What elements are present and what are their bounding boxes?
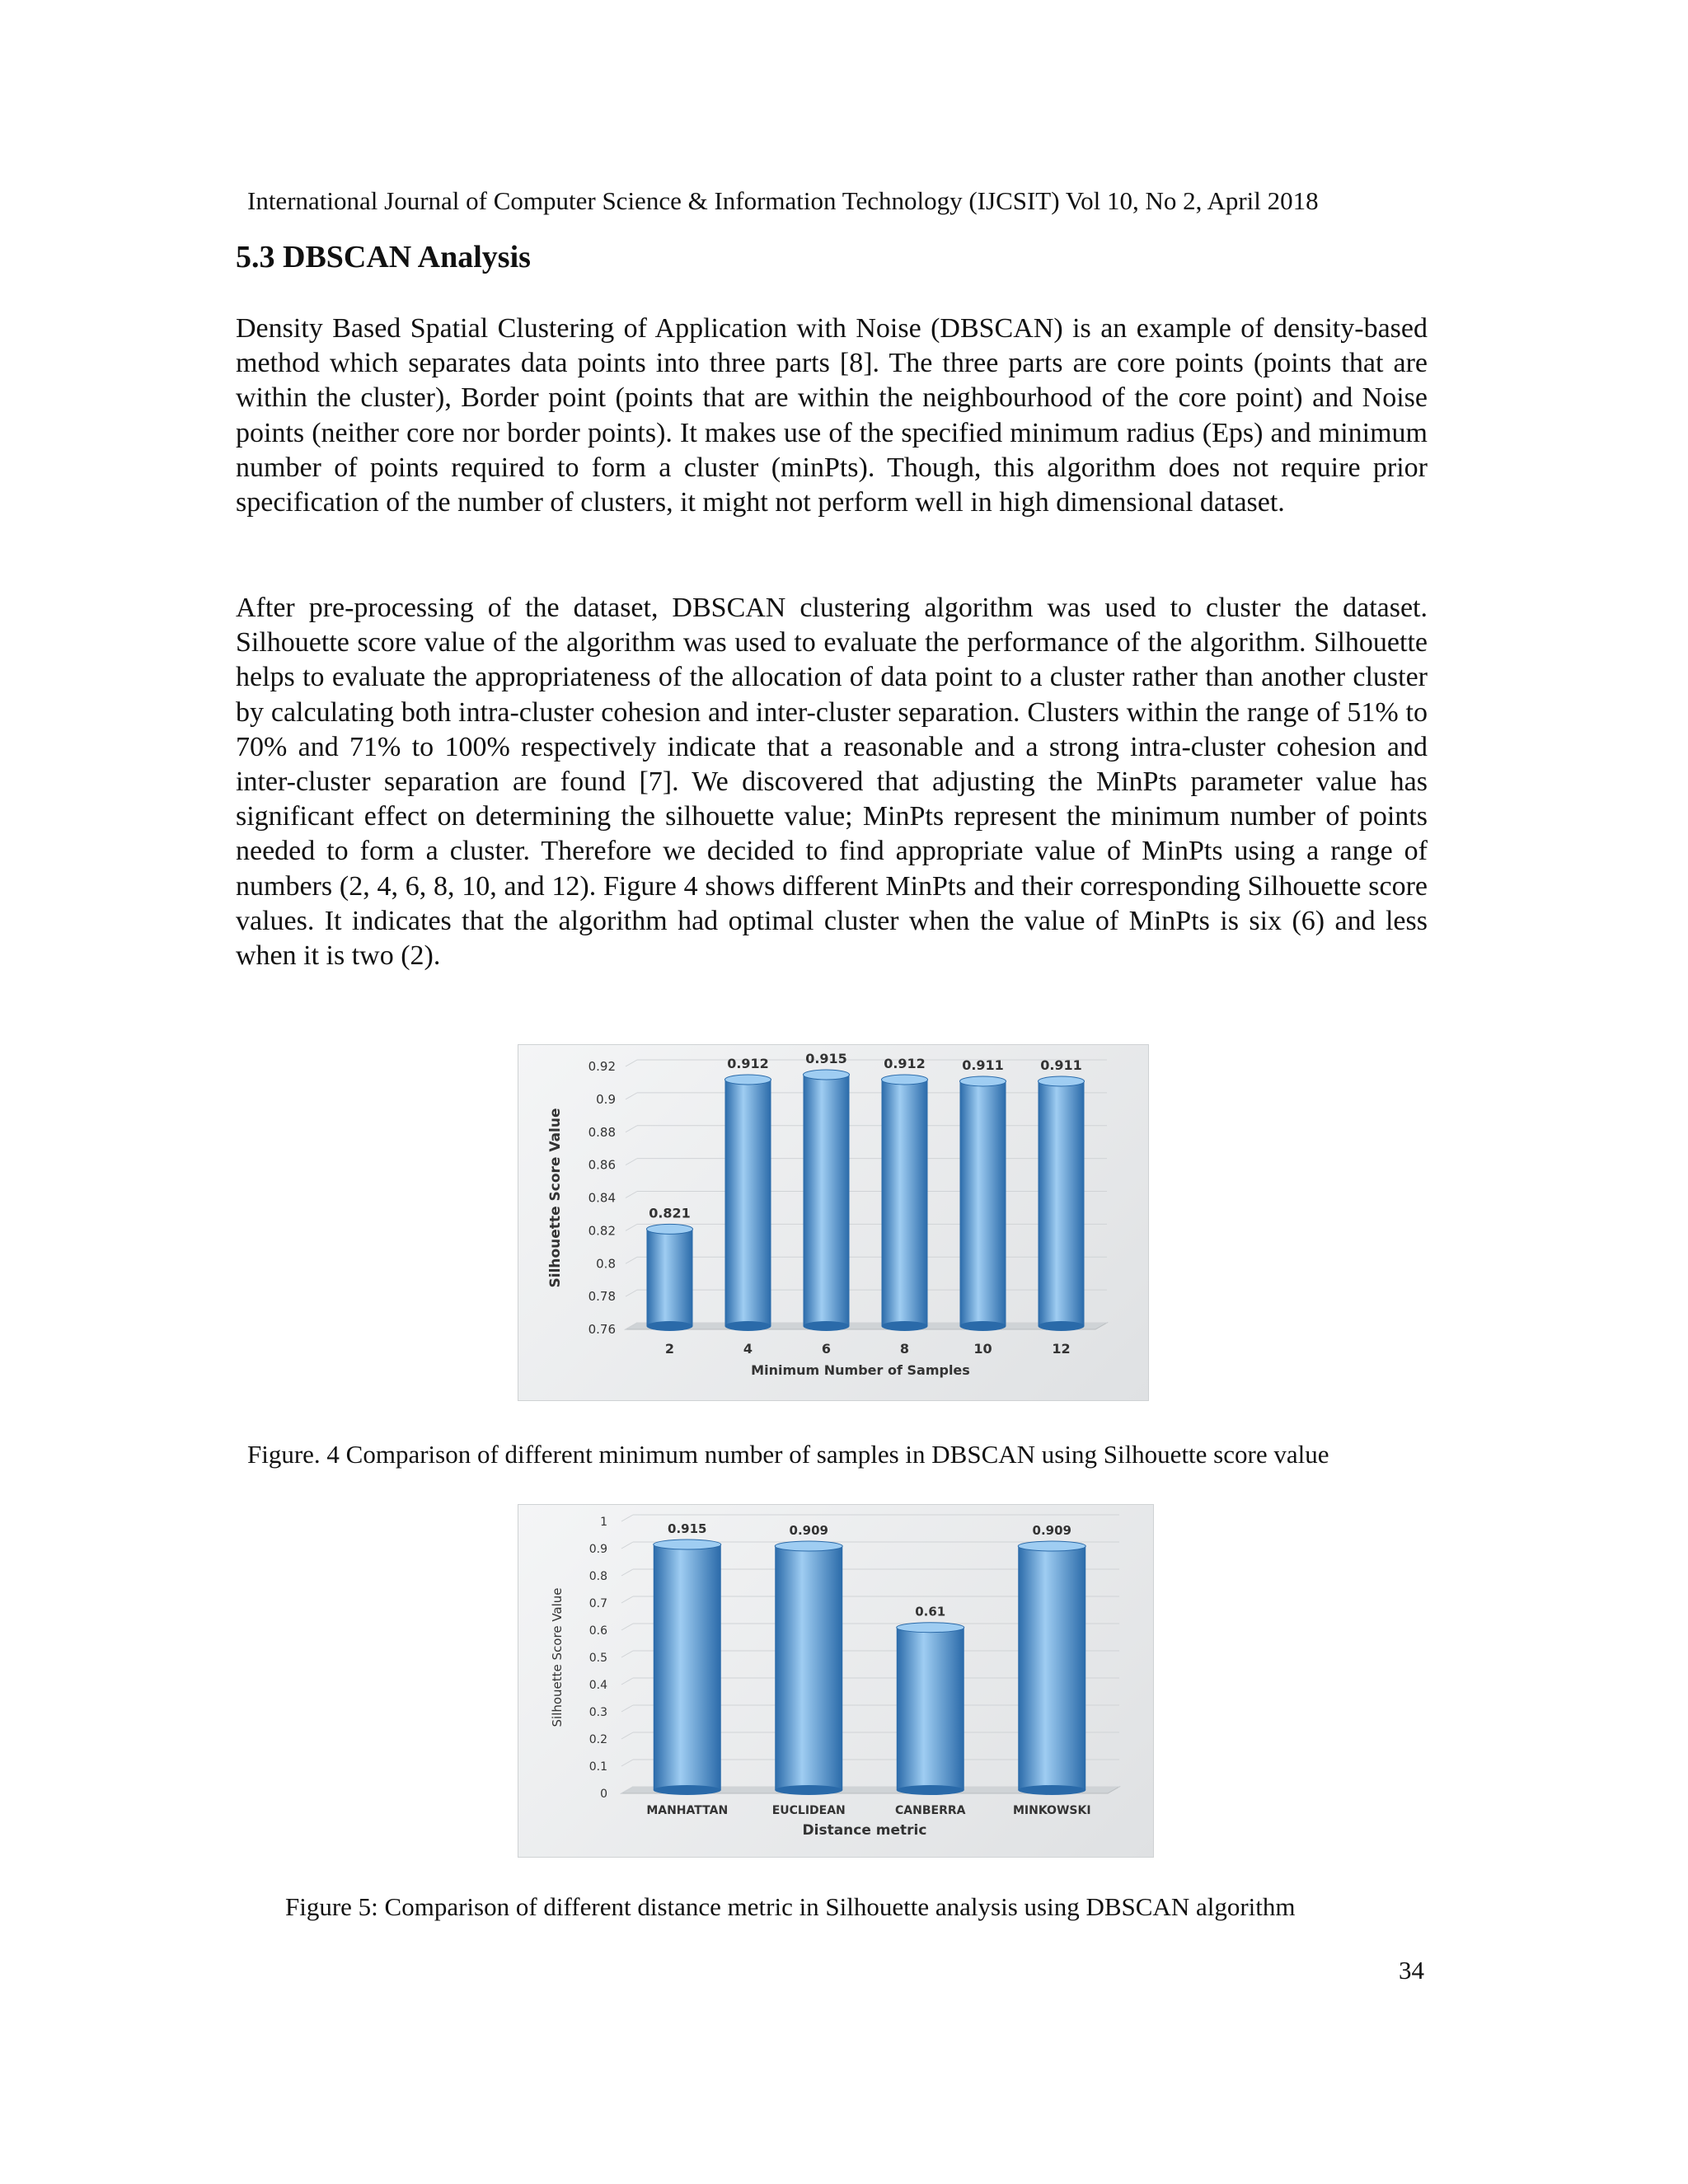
bar [1018,1546,1085,1790]
y-tick-label: 0.9 [596,1091,616,1107]
running-head: International Journal of Computer Science & Information Technology (IJCSIT) Vol 10, No 2, April 2018 [247,186,1319,215]
gridline-diag [621,1678,633,1685]
x-tick-label: 8 [899,1341,910,1357]
gridline-diag [621,1542,633,1549]
gridline-diag [621,1651,633,1657]
data-label: 0.909 [1032,1523,1071,1539]
gridline-diag [626,1159,637,1165]
y-tick-label: 0.8 [588,1570,607,1583]
paragraph-dbscan-intro: Density Based Spatial Clustering of Application with Noise (DBSCAN) is an example of density-based method which separates data points into three parts [8]. The three parts are core points (points that are within the cluster), Border point (points that are within the neighbourhood of the core point) and Noise points (neither core nor border points). It makes use of the specified minimum radius (Eps) and minimum number of points required to form a cluster (minPts). Though, this algorithm does not require prior specification of the number of clusters, it might not perform well in high dimensional dataset. [236,313,1428,518]
figure-4-chart [518,1044,1149,1401]
bar [897,1628,964,1790]
gridline-diag [621,1569,633,1576]
bar-top [897,1623,964,1633]
bar-top [775,1541,842,1551]
bar-base [882,1321,928,1331]
data-label: 0.909 [789,1523,828,1539]
x-axis-title: Minimum Number of Samples [751,1362,970,1378]
data-label: 0.915 [805,1050,847,1066]
section-title: 5.3 DBSCAN Analysis [236,240,531,274]
y-tick-label: 0.2 [588,1733,607,1746]
x-axis-title: Distance metric [802,1822,927,1839]
bar-top [1039,1076,1085,1086]
y-tick-label: 0.92 [588,1059,616,1074]
data-label: 0.912 [884,1055,926,1071]
gridline-diag [621,1515,633,1521]
figure-5-svg [518,1505,1153,1857]
paragraph-dbscan-results: After pre-processing of the dataset, DBSCAN clustering algorithm was used to cluster the dataset. Silhouette score value of the algorithm was used to evaluate the performance of the algorithm. Silhouette helps to evaluate the appropriateness of the allocation of data point to a cluster rather than another cluster by calculating both intra-cluster cohesion and inter-cluster separation. Clusters within the range of 51% to 70% and 71% to 100% respectively indicate that a reasonable and a strong intra-cluster cohesion and inter-cluster separation are found [7]. We discovered that adjusting the MinPts parameter value has significant effect on determining the silhouette value; MinPts represent the minimum number of points needed to form a cluster. Therefore we decided to find appropriate value of MinPts using a range of numbers (2, 4, 6, 8, 10, and 12). Figure 4 shows different MinPts and their corresponding Silhouette score values. It indicates that the algorithm had optimal cluster when the value of MinPts is six (6) and less when it is two (2). [236,593,1428,972]
bar-base [725,1321,771,1331]
data-label: 0.61 [915,1604,946,1619]
bar [804,1075,850,1326]
data-label: 0.915 [668,1521,707,1537]
gridline-diag [621,1596,633,1603]
x-tick-label: EUCLIDEAN [771,1804,846,1817]
gridline-diag [621,1705,633,1712]
bar-top [804,1070,850,1080]
y-tick-label: 0.5 [588,1652,607,1665]
bar-base [897,1785,964,1795]
y-tick-label: 0.4 [588,1679,607,1692]
bar-top [882,1075,928,1085]
bar-top [960,1076,1006,1086]
figure-4-caption: Figure. 4 Comparison of different minimum number of samples in DBSCAN using Silhouette score value [247,1440,1329,1469]
bar-base [775,1785,842,1795]
y-tick-label: 0.76 [588,1322,616,1337]
x-tick-label: MINKOWSKI [1012,1804,1091,1817]
bar-base [654,1785,721,1795]
bar [1039,1081,1085,1326]
bar-top [725,1075,771,1085]
x-tick-label: 4 [743,1341,753,1357]
y-tick-label: 0.86 [588,1157,616,1173]
y-tick-label: 0.78 [588,1289,616,1305]
y-tick-label: 0.9 [588,1543,607,1556]
y-tick-label: 0.8 [596,1256,616,1272]
page-number: 34 [1399,1956,1424,1985]
gridline-diag [621,1760,633,1766]
bar [882,1080,928,1326]
x-tick-label: 2 [664,1341,675,1357]
x-tick-label: MANHATTAN [646,1804,729,1817]
y-tick-label: 1 [600,1516,607,1529]
bar-base [1039,1321,1085,1331]
gridline-diag [626,1224,637,1230]
gridline-diag [621,1624,633,1630]
bar-base [647,1321,693,1331]
y-tick-label: 0.1 [588,1760,607,1774]
chart-floor [626,1323,1107,1329]
y-axis-title: Silhouette Score Value [547,1108,564,1288]
gridline-diag [626,1257,637,1263]
data-label: 0.911 [1040,1057,1082,1073]
x-tick-label: 12 [1052,1341,1071,1357]
y-axis-title: Silhouette Score Value [550,1587,565,1727]
figure-5-caption: Figure 5: Comparison of different distance metric in Silhouette analysis using DBSCAN algorithm [285,1892,1296,1921]
x-tick-label: 6 [821,1341,832,1357]
gridline-diag [626,1093,637,1099]
y-tick-label: 0.3 [588,1706,607,1719]
bar-base [960,1321,1006,1331]
bar-top [1018,1541,1085,1551]
bar-base [1018,1785,1085,1795]
gridline-diag [626,1060,637,1066]
bar [647,1229,693,1326]
y-tick-label: 0.88 [588,1124,616,1140]
gridline-diag [626,1192,637,1198]
y-tick-label: 0.7 [588,1597,607,1610]
bar-top [654,1540,721,1549]
figure-4-svg [518,1045,1148,1400]
x-tick-label: 10 [973,1341,992,1357]
y-tick-label: 0.84 [588,1190,616,1206]
data-label: 0.912 [727,1055,769,1071]
y-tick-label: 0 [600,1788,607,1801]
y-tick-label: 0.6 [588,1624,607,1638]
gridline-diag [626,1126,637,1132]
bar [775,1546,842,1790]
gridline-diag [626,1290,637,1296]
gridline-diag [621,1732,633,1739]
bar [654,1544,721,1790]
figure-5-chart [518,1504,1154,1858]
data-label: 0.821 [649,1205,691,1221]
bar [960,1081,1006,1326]
bar-top [647,1224,693,1234]
data-label: 0.911 [962,1057,1004,1073]
x-tick-label: CANBERRA [895,1804,966,1817]
bar [725,1080,771,1326]
bar-base [804,1321,850,1331]
y-tick-label: 0.82 [588,1223,616,1239]
